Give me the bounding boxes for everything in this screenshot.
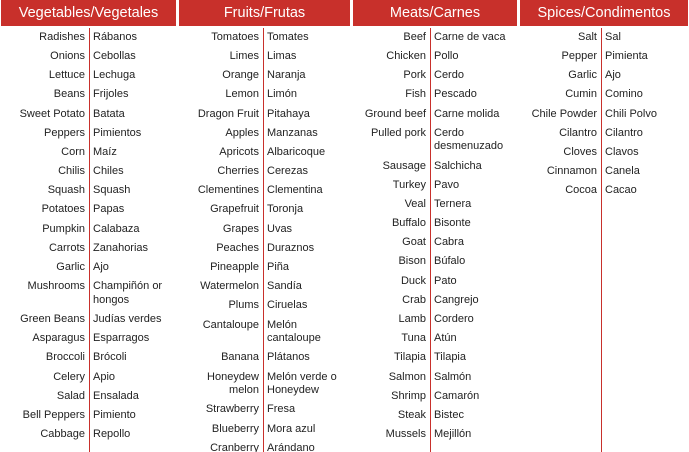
table-row — [353, 368, 517, 387]
english-term: Pork — [403, 69, 426, 82]
spanish-term: Búfalo — [434, 255, 466, 268]
spanish-term: Limas — [267, 49, 297, 62]
spanish-term: Papas — [93, 203, 125, 216]
english-term: Salmon — [388, 370, 426, 383]
spanish-term: Esparragos — [93, 332, 150, 345]
english-term: Cumin — [565, 88, 597, 101]
table-row — [1, 66, 176, 85]
table-row — [353, 425, 517, 444]
table-row — [179, 297, 350, 316]
table-row — [353, 329, 517, 348]
spanish-term: Camarón — [434, 389, 480, 402]
english-term: Peaches — [216, 241, 259, 254]
english-term: Apricots — [219, 145, 259, 158]
spanish-term: Limón — [267, 88, 297, 101]
table-row — [1, 47, 176, 66]
table-row — [353, 253, 517, 272]
english-term: Asparagus — [32, 332, 85, 345]
english-term: Strawberry — [205, 403, 259, 416]
table-row — [353, 233, 517, 252]
english-term: Beef — [403, 30, 426, 43]
spanish-term: Toronja — [267, 203, 304, 216]
table-row — [1, 387, 176, 406]
table-row — [520, 47, 688, 66]
table-row — [179, 182, 350, 201]
table-row — [179, 349, 350, 368]
english-term: Plums — [228, 299, 259, 312]
english-term: Lettuce — [48, 69, 85, 82]
spices-column — [520, 0, 688, 452]
spanish-term: Plátanos — [267, 351, 310, 364]
english-term: Cherries — [217, 165, 259, 178]
table-row — [353, 157, 517, 176]
spanish-term: Cerdo desmenuzado — [434, 126, 504, 153]
english-term: Broccoli — [45, 351, 85, 364]
table-row — [353, 272, 517, 291]
spanish-term: Cerezas — [267, 165, 308, 178]
spanish-term: Cordero — [434, 313, 474, 326]
english-term: Tilapia — [394, 351, 426, 364]
spanish-term: Naranja — [267, 69, 306, 82]
spanish-term: Ensalada — [93, 389, 139, 402]
table-row — [353, 406, 517, 425]
table-row — [353, 291, 517, 310]
spanish-term: Ajo — [605, 69, 621, 82]
table-row — [520, 124, 688, 143]
spanish-term: Clavos — [605, 145, 639, 158]
table-row — [520, 28, 688, 47]
table-row — [1, 349, 176, 368]
table-row — [179, 420, 350, 439]
table-row — [1, 124, 176, 143]
table-row — [353, 176, 517, 195]
spanish-term: Salmón — [434, 370, 472, 383]
english-term: Bell Peppers — [22, 408, 85, 421]
spanish-term: Albaricoque — [267, 145, 326, 158]
english-term: Apples — [225, 126, 259, 139]
spanish-term: Salchicha — [434, 159, 482, 172]
english-term: Turkey — [392, 178, 426, 191]
english-term: Ground beef — [364, 107, 426, 120]
english-term: Pineapple — [210, 261, 259, 274]
english-term: Limes — [229, 49, 259, 62]
english-term: Salad — [56, 389, 85, 402]
english-term: Blueberry — [211, 422, 259, 435]
english-term: Radishes — [39, 30, 85, 43]
table-row — [353, 105, 517, 124]
english-term: Garlic — [56, 261, 85, 274]
spanish-term: Rábanos — [93, 30, 138, 43]
spanish-term: Bisonte — [434, 217, 471, 230]
english-term: Buffalo — [391, 217, 426, 230]
spanish-term: Ajo — [93, 261, 109, 274]
english-term: Cocoa — [565, 184, 597, 197]
english-term: Fish — [405, 88, 426, 101]
table-row — [353, 310, 517, 329]
english-term: Celery — [53, 370, 85, 383]
english-term: Shrimp — [391, 389, 426, 402]
table-row — [179, 162, 350, 181]
table-row — [353, 28, 517, 47]
spanish-term: Bistec — [434, 408, 464, 421]
table-row — [520, 143, 688, 162]
spanish-term: Melón verde o Honeydew — [267, 370, 337, 397]
row-list — [179, 28, 350, 452]
table-row — [1, 220, 176, 239]
table-row — [1, 162, 176, 181]
spanish-term: Zanahorias — [93, 241, 149, 254]
spanish-term: Judías verdes — [93, 313, 162, 326]
spanish-term: Cangrejo — [434, 293, 479, 306]
spanish-term: Champiñón or hongos — [93, 280, 163, 306]
table-row — [1, 28, 176, 47]
table-row — [1, 406, 176, 425]
spanish-term: Calabaza — [93, 222, 140, 235]
english-term: Onions — [50, 49, 85, 62]
english-term: Cranberry — [210, 441, 259, 452]
english-term: Sweet Potato — [19, 107, 85, 120]
table-row — [179, 258, 350, 277]
spanish-term: Piña — [267, 261, 290, 274]
english-term: Green Beans — [20, 313, 85, 326]
english-term: Mushrooms — [27, 280, 85, 293]
table-row — [353, 214, 517, 233]
table-row — [1, 310, 176, 329]
table-row — [1, 277, 176, 310]
spanish-term: Cebollas — [93, 49, 136, 62]
table-row — [179, 220, 350, 239]
table-row — [353, 124, 517, 157]
english-term: Watermelon — [200, 280, 259, 293]
spanish-term: Pato — [434, 274, 457, 287]
table-row — [353, 387, 517, 406]
english-term: Potatoes — [41, 203, 85, 216]
english-term: Grapefruit — [210, 203, 259, 216]
english-term: Orange — [222, 69, 259, 82]
table-row — [353, 86, 517, 105]
table-row — [1, 329, 176, 348]
spanish-term: Brócoli — [93, 351, 127, 364]
row-list — [353, 28, 517, 452]
spanish-term: Pavo — [434, 178, 460, 191]
table-row — [353, 47, 517, 66]
english-term: Banana — [221, 351, 259, 364]
table-row — [1, 368, 176, 387]
table-row — [1, 201, 176, 220]
english-term: Mussels — [385, 428, 426, 441]
spanish-term: Clementina — [267, 184, 323, 197]
spanish-term: Mejillón — [434, 428, 472, 441]
spanish-term: Sal — [605, 30, 621, 43]
table-row — [179, 105, 350, 124]
spanish-term: Comino — [605, 88, 643, 101]
vegetables-column — [1, 0, 176, 452]
spanish-term: Atún — [434, 332, 457, 345]
english-term: Pumpkin — [42, 222, 85, 235]
table-row — [520, 162, 688, 181]
row-list — [520, 28, 688, 452]
english-term: Corn — [61, 145, 85, 158]
table-row — [179, 28, 350, 47]
table-row — [1, 182, 176, 201]
english-term: Chilis — [58, 165, 85, 178]
english-term: Clementines — [197, 184, 259, 197]
spanish-term: Tomates — [267, 30, 309, 43]
english-term: Grapes — [222, 222, 259, 235]
spanish-term: Duraznos — [267, 241, 315, 254]
english-term: Tomatoes — [211, 30, 259, 43]
spanish-term: Sandía — [267, 280, 302, 293]
english-term: Chile Powder — [531, 107, 597, 120]
english-term: Squash — [47, 184, 85, 197]
spanish-term: Apio — [93, 370, 116, 383]
spanish-term: Pimientos — [93, 126, 142, 139]
spanish-term: Mora azul — [267, 422, 316, 435]
table-row — [1, 86, 176, 105]
english-term: Carrots — [48, 241, 85, 254]
spanish-term: Chili Polvo — [605, 107, 657, 120]
english-term: Honeydew melon — [207, 370, 259, 397]
spanish-term: Maíz — [93, 145, 117, 158]
spanish-term: Tilapia — [434, 351, 466, 364]
english-term: Steak — [397, 408, 426, 421]
table-row — [1, 425, 176, 444]
spanish-term: Ternera — [434, 197, 472, 210]
column-header: Fruits/Frutas — [179, 0, 350, 26]
table-row — [179, 277, 350, 296]
column-header: Spices/Condimentos — [520, 0, 688, 26]
english-term: Pepper — [561, 49, 597, 62]
spanish-term: Manzanas — [267, 126, 318, 139]
english-term: Cantaloupe — [202, 318, 259, 331]
table-row — [520, 105, 688, 124]
english-term: Chicken — [386, 49, 426, 62]
spanish-term: Pescado — [434, 88, 477, 101]
spanish-term: Pollo — [434, 49, 459, 62]
table-row — [353, 66, 517, 85]
english-term: Bison — [398, 255, 426, 268]
english-term: Tuna — [401, 332, 426, 345]
english-term: Sausage — [382, 159, 426, 172]
fruits-column — [179, 0, 350, 452]
english-term: Cinnamon — [546, 165, 597, 178]
english-term: Dragon Fruit — [197, 107, 259, 120]
table-row — [179, 86, 350, 105]
meats-column — [353, 0, 517, 452]
table-row — [1, 258, 176, 277]
spanish-term: Canela — [605, 165, 640, 178]
column-header: Vegetables/Vegetales — [1, 0, 176, 26]
english-term: Cloves — [563, 145, 597, 158]
table-row — [179, 66, 350, 85]
english-term: Duck — [400, 274, 426, 287]
table-row — [179, 47, 350, 66]
table-row — [179, 201, 350, 220]
spanish-term: Pitahaya — [267, 107, 310, 120]
spanish-term: Cerdo — [434, 69, 464, 82]
spanish-term: Lechuga — [93, 69, 136, 82]
english-term: Salt — [578, 30, 597, 43]
spanish-term: Fresa — [267, 403, 296, 416]
table-row — [179, 368, 350, 401]
spanish-term: Arándano — [267, 441, 315, 452]
spanish-term: Squash — [93, 184, 131, 197]
table-row — [179, 124, 350, 143]
spanish-term: Cilantro — [605, 126, 643, 139]
english-term: Cabbage — [40, 428, 85, 441]
table-row — [179, 239, 350, 258]
english-term: Veal — [404, 197, 426, 210]
english-term: Crab — [402, 293, 426, 306]
english-term: Peppers — [44, 126, 85, 139]
table-row — [1, 105, 176, 124]
table-row — [353, 349, 517, 368]
spanish-term: Uvas — [267, 222, 293, 235]
table-row — [1, 239, 176, 258]
spanish-term: Pimiento — [93, 408, 136, 421]
spanish-term: Ciruelas — [267, 299, 308, 312]
spanish-term: Repollo — [93, 428, 131, 441]
table-row — [353, 195, 517, 214]
english-term: Beans — [53, 88, 85, 101]
column-header: Meats/Carnes — [353, 0, 517, 26]
spanish-term: Batata — [93, 107, 125, 120]
english-term: Goat — [402, 236, 426, 249]
table-row — [179, 316, 350, 349]
english-term: Pulled pork — [370, 126, 426, 139]
spanish-term: Cacao — [605, 184, 637, 197]
spanish-term: Cabra — [434, 236, 464, 249]
english-term: Lemon — [225, 88, 259, 101]
spanish-term: Frijoles — [93, 88, 129, 101]
spanish-term: Melón cantaloupe — [267, 318, 321, 345]
spanish-term: Chiles — [93, 165, 124, 178]
table-row — [520, 86, 688, 105]
english-term: Garlic — [568, 69, 597, 82]
table-row — [520, 182, 688, 201]
row-list — [1, 28, 176, 452]
spanish-term: Carne molida — [434, 107, 500, 120]
english-term: Cilantro — [559, 126, 597, 139]
table-row — [520, 66, 688, 85]
table-row — [1, 143, 176, 162]
table-row — [179, 401, 350, 420]
english-term: Lamb — [398, 313, 426, 326]
table-row — [179, 143, 350, 162]
spanish-term: Pimienta — [605, 49, 648, 62]
spanish-term: Carne de vaca — [434, 30, 506, 43]
table-row — [179, 439, 350, 452]
